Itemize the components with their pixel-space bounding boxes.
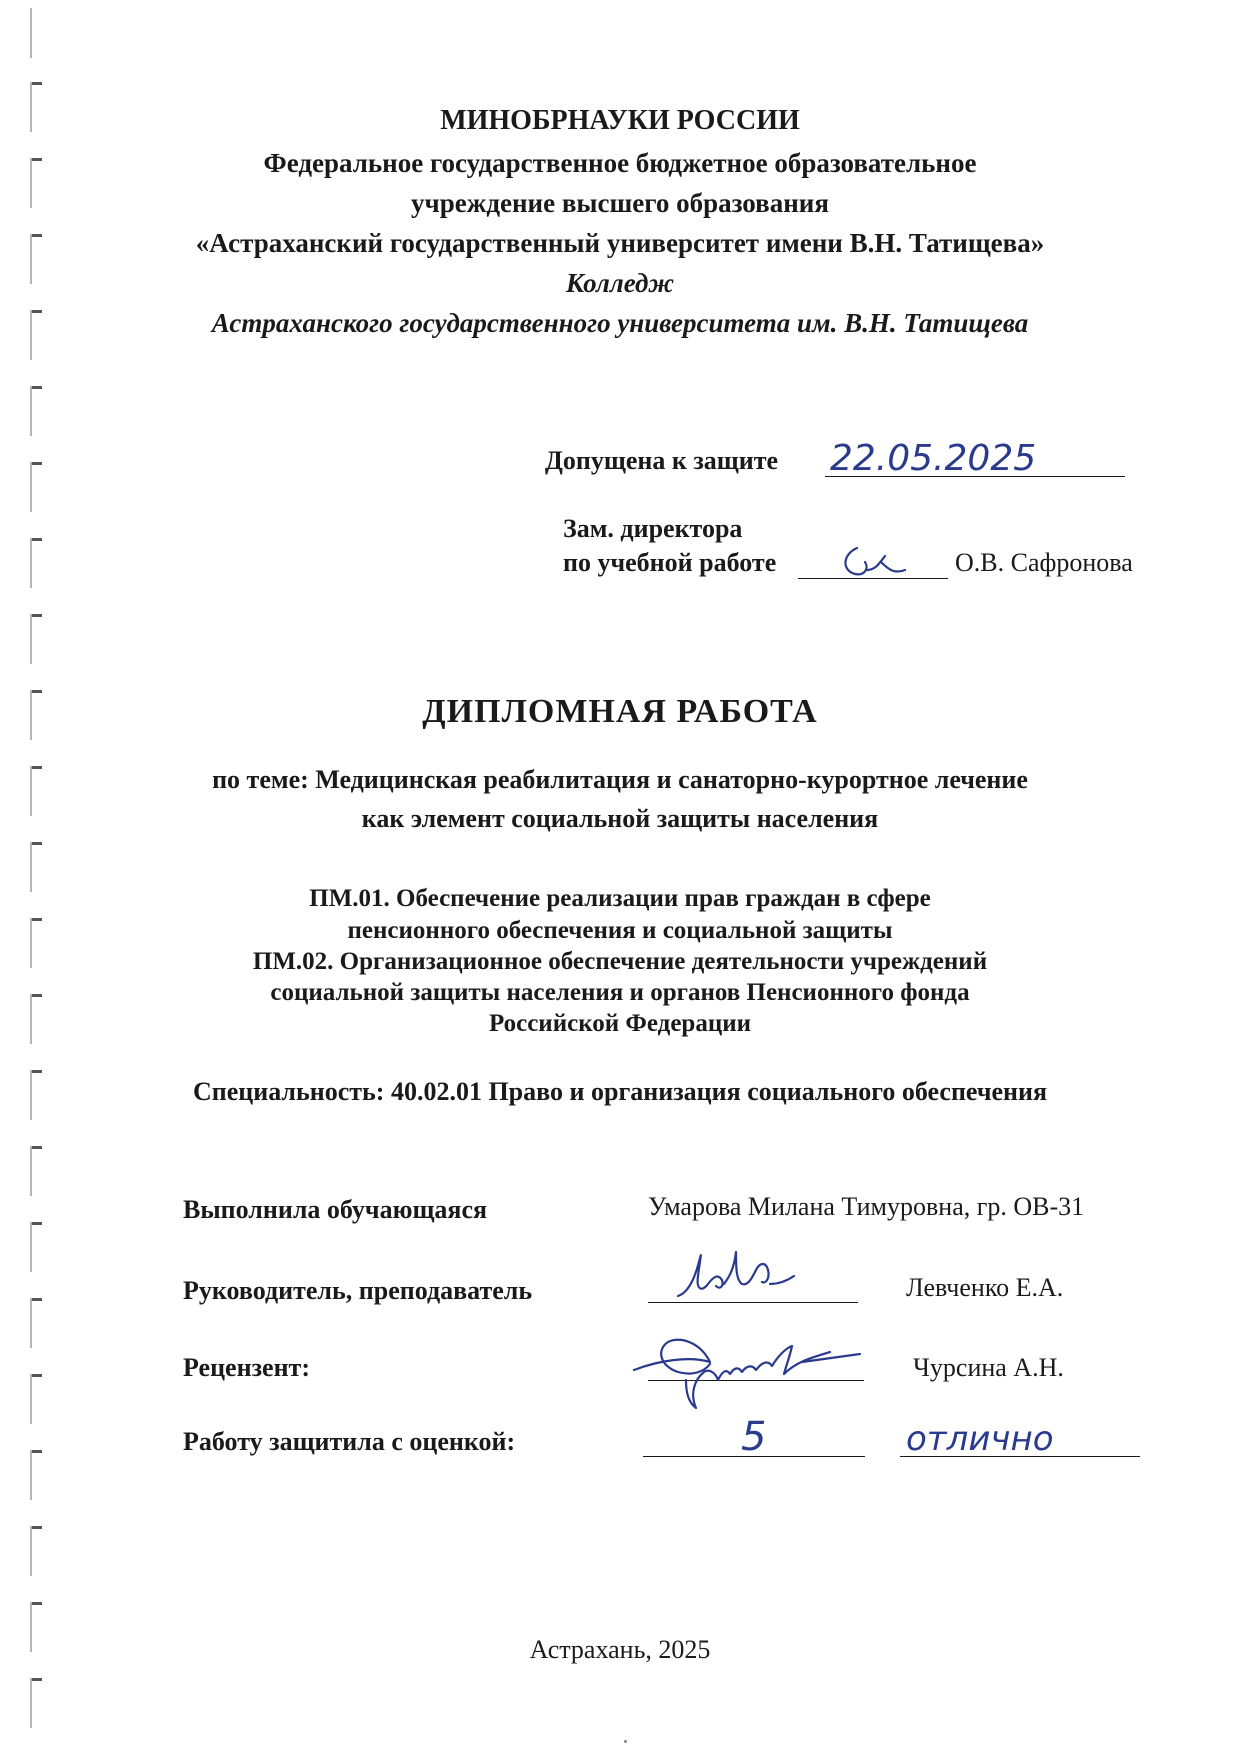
admitted-label: Допущена к защите: [545, 446, 779, 475]
grade-number: 5: [741, 1414, 767, 1458]
reviewer-signature: [630, 1322, 870, 1410]
binding-hole: [30, 538, 40, 588]
supervisor-name: Левченко Е.А.: [906, 1273, 1064, 1302]
reviewer-name: Чурсина А.Н.: [913, 1353, 1064, 1382]
admitted-date-handwriting: [830, 430, 1090, 480]
binding-hole: [30, 614, 40, 664]
college-line-2: Астраханского государственного университета им. В.Н. Татищева: [211, 308, 1029, 338]
binding-hole: [30, 1374, 40, 1424]
binding-hole: [30, 1526, 40, 1576]
topic-line-1: по теме: Медицинская реабилитация и санаторно-курортное лечение: [212, 765, 1028, 794]
student-value: Умарова Милана Тимуровна, гр. ОВ-31: [648, 1192, 1085, 1221]
grade-word: отлично: [906, 1419, 1054, 1459]
binding-hole: [30, 462, 40, 512]
admitted-date: 22.05.2025: [830, 438, 1037, 479]
binding-holes: [0, 0, 70, 1754]
module-line-3: ПМ.02. Организационное обеспечение деятельности учреждений: [252, 948, 988, 975]
supervisor-label: Руководитель, преподаватель: [183, 1276, 533, 1305]
org-line-1: Федеральное государственное бюджетное образовательное: [263, 148, 977, 178]
deputy-label-line-2: по учебной работе: [563, 548, 777, 577]
ministry-name: МИНОБРНАУКИ РОССИИ: [440, 105, 800, 136]
grade-label: Работу защитила с оценкой:: [183, 1427, 516, 1456]
city-year: Астрахань, 2025: [529, 1635, 711, 1664]
binding-hole: [30, 1298, 40, 1348]
college-line-1: Колледж: [565, 268, 675, 298]
document-type: ДИПЛОМНАЯ РАБОТА: [422, 693, 818, 730]
deputy-name: О.В. Сафронова: [955, 548, 1133, 577]
topic-line-2: как элемент социальной защиты населения: [361, 804, 879, 833]
module-line-2: пенсионного обеспечения и социальной защиты: [347, 917, 893, 944]
module-line-5: Российской Федерации: [488, 1010, 752, 1037]
binding-hole: [30, 8, 40, 58]
binding-hole: [30, 386, 40, 436]
specialty: Специальность: 40.02.01 Право и организация социального обеспечения: [192, 1077, 1048, 1106]
grade-word-handwriting: [900, 1412, 1140, 1460]
supervisor-signature: [670, 1240, 800, 1306]
binding-hole: [30, 1146, 40, 1196]
module-line-1: ПМ.01. Обеспечение реализации прав граждан в сфере: [309, 885, 931, 912]
org-line-2: учреждение высшего образования: [411, 188, 829, 218]
reviewer-label: Рецензент:: [183, 1353, 310, 1382]
binding-hole: [30, 1450, 40, 1500]
binding-hole: [30, 1222, 40, 1272]
deputy-signature: [835, 540, 915, 585]
module-line-4: социальной защиты населения и органов Пенсионного фонда: [270, 979, 970, 1006]
deputy-label-line-1: Зам. директора: [563, 514, 743, 543]
student-label: Выполнила обучающаяся: [183, 1195, 488, 1224]
scan-speck: [624, 1740, 627, 1743]
grade-number-handwriting: [735, 1408, 795, 1458]
binding-hole: [30, 1678, 40, 1728]
university-name: «Астраханский государственный университет имени В.Н. Татищева»: [195, 228, 1045, 258]
